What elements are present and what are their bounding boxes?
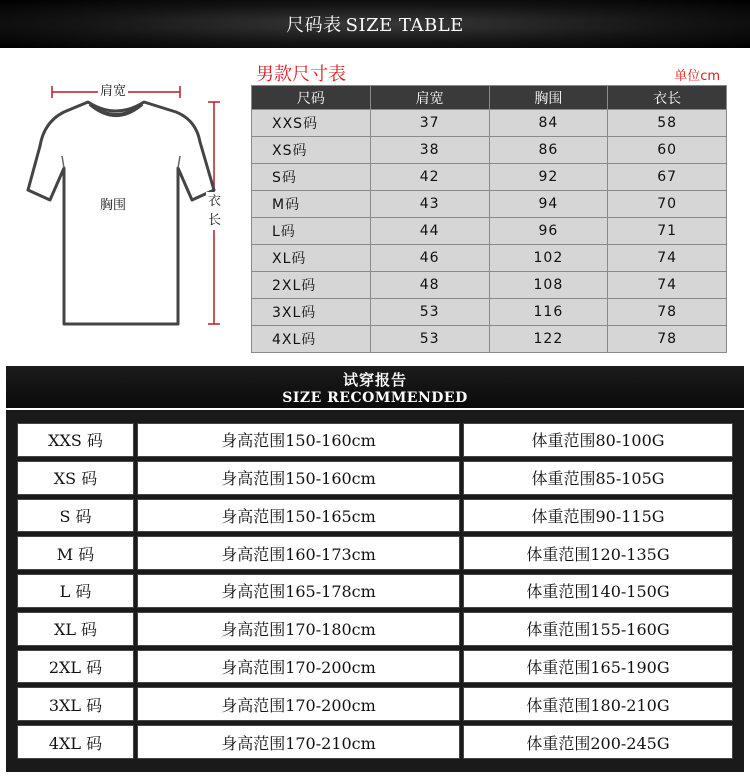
recommend-title-en: SIZE RECOMMENDED [282,390,468,406]
table-row [252,245,727,272]
rec-size-cell: XS 码 [17,461,134,495]
table-row [252,272,727,299]
rec-weight-cell: 体重范围180-210G [463,687,733,721]
header-banner [0,0,750,48]
table-row [17,612,733,646]
table-row [252,137,727,164]
chest-cell: 108 [489,272,608,299]
shoulder-cell: 44 [370,218,489,245]
length-cell: 58 [608,110,727,137]
shoulder-cell: 48 [370,272,489,299]
table-row [17,423,733,457]
chest-cell: 96 [489,218,608,245]
chest-cell: 102 [489,245,608,272]
page-title-cn: 尺码表 [286,15,342,36]
size-cell: XS码 [252,137,371,164]
page-title-en: SIZE TABLE [345,15,464,36]
length-cell: 74 [608,245,727,272]
table-row [252,218,727,245]
size-cell: M码 [252,191,371,218]
table-row [17,499,733,533]
length-cell: 71 [608,218,727,245]
table-row [17,461,733,495]
table-row [17,536,733,570]
recommend-banner [6,366,744,408]
rec-weight-cell: 体重范围155-160G [463,612,733,646]
table-row [252,164,727,191]
size-cell: 3XL码 [252,299,371,326]
rec-weight-cell: 体重范围120-135G [463,536,733,570]
chest-cell: 122 [489,326,608,353]
length-cell: 70 [608,191,727,218]
table-row [252,191,727,218]
recommend-table [14,419,736,763]
rec-weight-cell: 体重范围85-105G [463,461,733,495]
size-cell: 4XL码 [252,326,371,353]
size-cell: L码 [252,218,371,245]
length-label: 衣长 [208,194,222,228]
length-cell: 67 [608,164,727,191]
table-row [17,687,733,721]
page-title [286,11,464,37]
shoulder-cell: 38 [370,137,489,164]
chest-cell: 94 [489,191,608,218]
recommend-table-frame [6,410,744,772]
rec-height-cell: 身高范围150-160cm [137,461,460,495]
rec-size-cell: S 码 [17,499,134,533]
rec-weight-cell: 体重范围80-100G [463,423,733,457]
rec-height-cell: 身高范围165-178cm [137,574,460,608]
rec-height-cell: 身高范围150-165cm [137,499,460,533]
rec-size-cell: 3XL 码 [17,687,134,721]
rec-weight-cell: 体重范围200-245G [463,725,733,759]
col-header-shoulder: 肩宽 [370,86,489,110]
shoulder-cell: 37 [370,110,489,137]
shoulder-cell: 53 [370,299,489,326]
rec-weight-cell: 体重范围140-150G [463,574,733,608]
chest-cell: 92 [489,164,608,191]
shoulder-cell: 43 [370,191,489,218]
shoulder-label: 肩宽 [98,80,128,99]
shoulder-cell: 46 [370,245,489,272]
length-cell: 60 [608,137,727,164]
chest-cell: 86 [489,137,608,164]
col-header-length: 衣长 [608,86,727,110]
size-cell: 2XL码 [252,272,371,299]
rec-size-cell: 4XL 码 [17,725,134,759]
rec-height-cell: 身高范围170-180cm [137,612,460,646]
length-cell: 74 [608,272,727,299]
chest-cell: 84 [489,110,608,137]
table-row [17,650,733,684]
rec-size-cell: L 码 [17,574,134,608]
size-table-title: 男款尺寸表 [256,64,346,85]
rec-size-cell: 2XL 码 [17,650,134,684]
shoulder-cell: 53 [370,326,489,353]
rec-height-cell: 身高范围170-200cm [137,687,460,721]
col-header-chest: 胸围 [489,86,608,110]
tshirt-diagram [0,62,240,362]
size-cell: S码 [252,164,371,191]
table-row [252,110,727,137]
rec-size-cell: XL 码 [17,612,134,646]
size-cell: XL码 [252,245,371,272]
rec-weight-cell: 体重范围165-190G [463,650,733,684]
rec-weight-cell: 体重范围90-115G [463,499,733,533]
table-row [17,725,733,759]
shoulder-cell: 42 [370,164,489,191]
size-table [251,85,727,353]
unit-label: 单位cm [674,69,720,84]
chest-label: 胸围 [98,194,128,213]
rec-height-cell: 身高范围170-210cm [137,725,460,759]
recommend-title-cn: 试穿报告 [342,371,407,389]
length-cell: 78 [608,299,727,326]
table-row [252,326,727,353]
size-table-header-row [252,86,727,110]
rec-size-cell: M 码 [17,536,134,570]
size-cell: XXS码 [252,110,371,137]
rec-height-cell: 身高范围150-160cm [137,423,460,457]
rec-height-cell: 身高范围170-200cm [137,650,460,684]
col-header-size: 尺码 [252,86,371,110]
rec-height-cell: 身高范围160-173cm [137,536,460,570]
table-row [17,574,733,608]
chest-cell: 116 [489,299,608,326]
table-row [252,299,727,326]
rec-size-cell: XXS 码 [17,423,134,457]
length-cell: 78 [608,326,727,353]
